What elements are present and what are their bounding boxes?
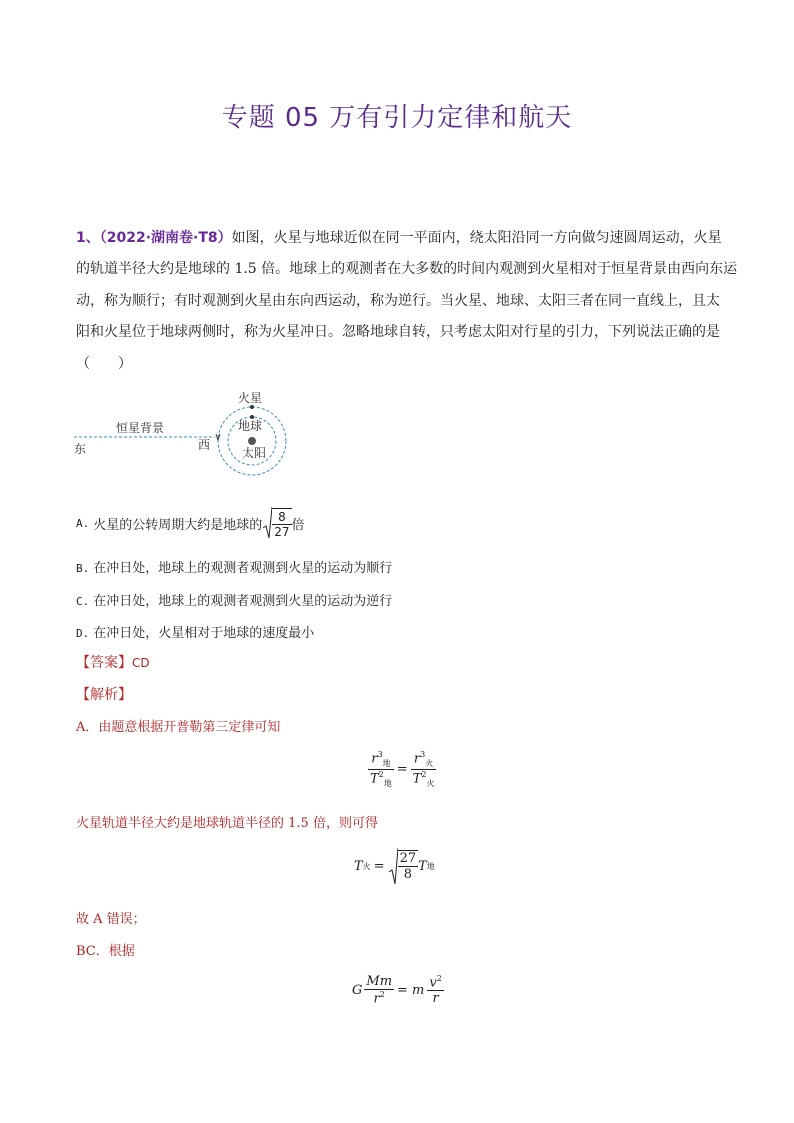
option-a-denominator: 27 xyxy=(274,524,290,539)
analysis-a-intro: A．由题意根据开普勒第三定律可知 xyxy=(76,720,281,735)
question-text-5: （ ） xyxy=(76,356,132,372)
question-line-1 xyxy=(76,228,736,248)
question-number: 1、（2022·湖南卷·T8） xyxy=(76,230,232,246)
question-text-4: 阳和火星位于地球两侧时，称为火星冲日。忽略地球自转，只考虑太阳对行星的引力，下列说法正确的是 xyxy=(76,324,720,340)
label-mars: 火星 xyxy=(238,391,263,405)
option-d-text: 在冲日处，火星相对于地球的速度最小 xyxy=(93,626,315,641)
option-c xyxy=(76,590,392,609)
option-a-numerator: 8 xyxy=(272,510,291,525)
label-star-background: 恒星背景 xyxy=(116,421,165,435)
orbit-figure xyxy=(70,386,300,478)
analysis-conclusion: 故 A 错误； xyxy=(76,912,146,927)
option-d xyxy=(76,622,314,641)
answer-value: CD xyxy=(132,656,150,670)
option-a xyxy=(76,506,305,540)
option-c-label: C. xyxy=(76,595,90,608)
label-earth: 地球 xyxy=(238,419,263,433)
analysis-label: 【解析】 xyxy=(76,687,132,703)
option-a-suffix: 倍 xyxy=(291,517,305,533)
label-east: 东 xyxy=(74,442,87,456)
sqrt-icon xyxy=(262,506,272,540)
analysis-radius-note: 火星轨道半径大约是地球轨道半径的 1.5 倍，则可得 xyxy=(76,816,378,831)
label-west: 西 xyxy=(198,438,211,452)
answer-line xyxy=(76,652,150,672)
period-formula: T 火 = $\frac{27}{8}$ T 地 xyxy=(354,846,435,886)
sun-dot xyxy=(248,437,256,445)
question-text-3: 动，称为顺行；有时观测到火星由东向西运动，称为逆行。当火星、地球、太阳三者在同一直线上，且太 xyxy=(76,293,720,309)
option-c-text: 在冲日处，地球上的观测者观测到火星的运动为逆行 xyxy=(93,594,393,609)
label-sun: 太阳 xyxy=(242,446,267,460)
option-a-root xyxy=(262,506,291,540)
option-b-label: B. xyxy=(76,562,90,575)
option-d-label: D. xyxy=(76,627,90,640)
option-a-text: 火星的公转周期大约是地球的 xyxy=(93,517,263,533)
kepler-formula: $\frac{r^3_地}{T^2_地}$ = $\frac{r^3_火}{T^2_火}$ xyxy=(370,750,435,788)
answer-label: 【答案】 xyxy=(76,655,132,671)
option-a-label: A. xyxy=(76,516,90,530)
gravity-formula: G $\frac{Mm}{r^2}$ = m $\frac{v^2}{r}$ xyxy=(352,974,442,1007)
option-b-text: 在冲日处，地球上的观测者观测到火星的运动为顺行 xyxy=(93,561,393,576)
option-b xyxy=(76,557,392,576)
analysis-bc-intro: BC．根据 xyxy=(76,944,135,959)
question-text-1: 如图，火星与地球近似在同一平面内，绕太阳沿同一方向做匀速圆周运动，火星 xyxy=(231,230,722,246)
mars-dot xyxy=(250,405,254,409)
question-text-2: 的轨道半径大约是地球的 1.5 倍。地球上的观测者在大多数的时间内观测到火星相对于恒星背景由西向东运 xyxy=(76,261,738,277)
page-title: 专题 05 万有引力定律和航天 xyxy=(221,103,573,133)
sqrt-icon xyxy=(388,846,398,886)
